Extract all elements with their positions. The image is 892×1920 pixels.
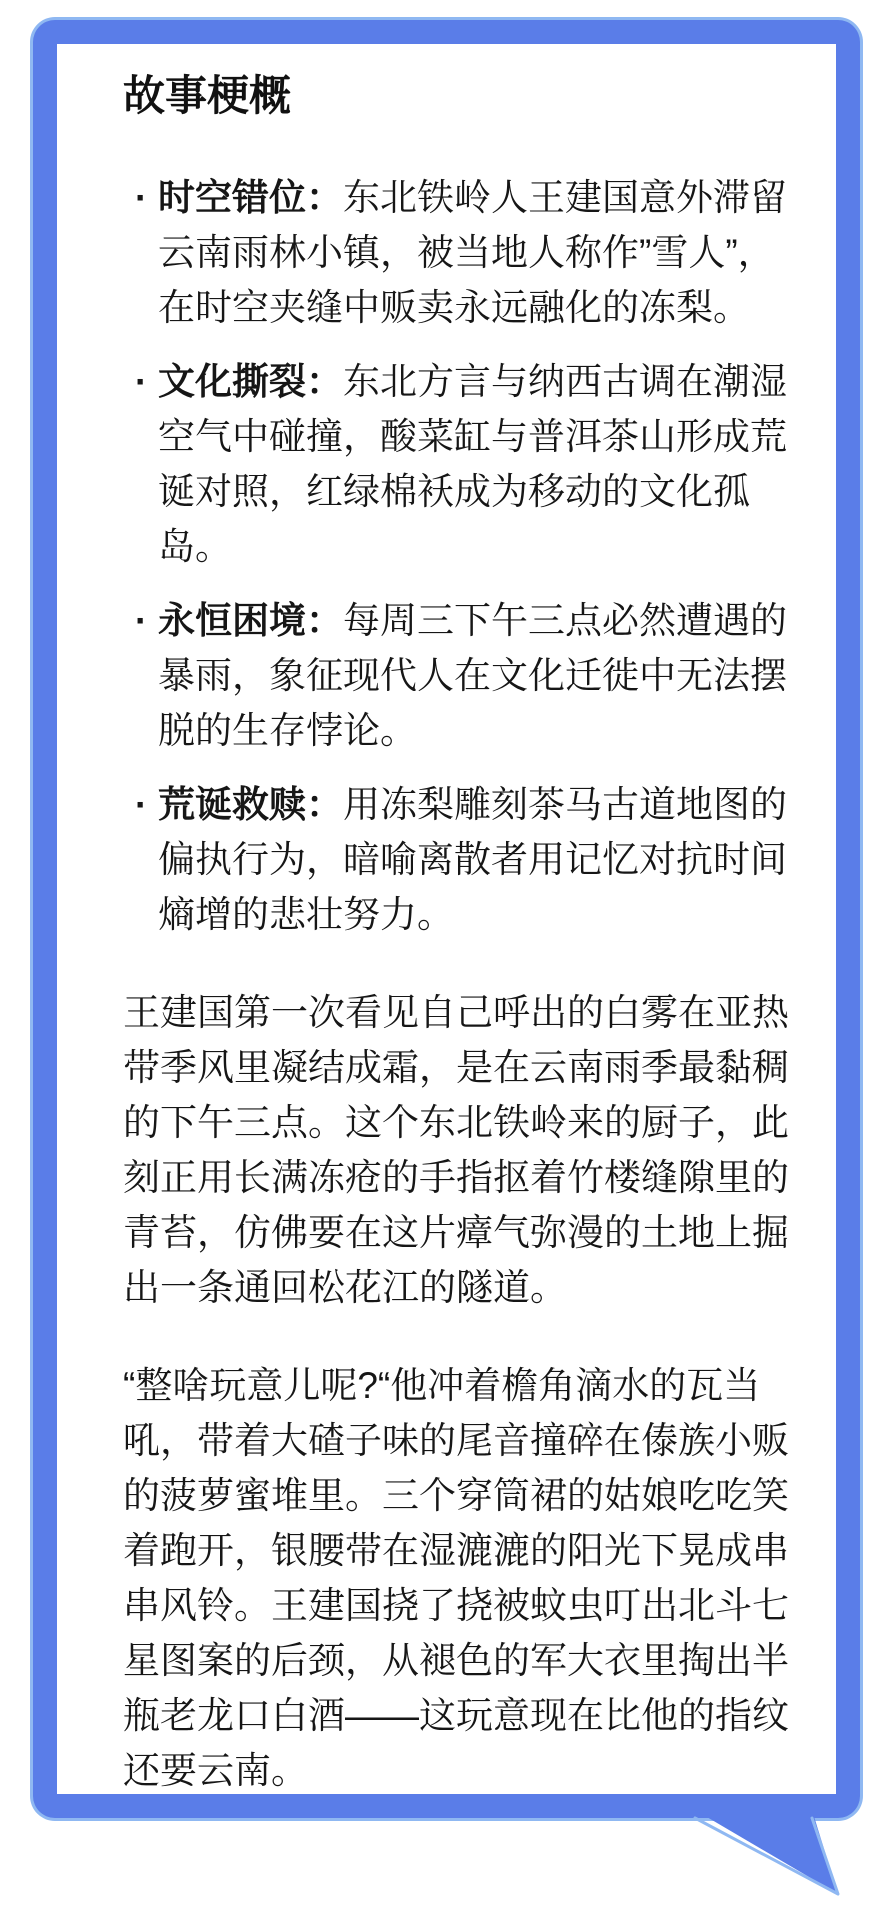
bullet-text: 用冻梨雕刻茶马古道地图的偏执行为，暗喻离散者用记忆对抗时间熵增的悲壮努力。	[158, 784, 787, 935]
bullet-dot: ·	[135, 784, 148, 825]
bullet-term: 文化撕裂：	[158, 361, 343, 402]
bullet-text: 东北铁岭人王建国意外滞留云南雨林小镇，被当地人称作”雪人”，在时空夹缝中贩卖永远融化的冻梨。	[158, 177, 787, 328]
bullet-term: 荒诞救赎：	[158, 784, 343, 825]
bullet-term: 永恒困境：	[158, 600, 343, 641]
bullet-list	[135, 170, 794, 942]
list-item	[135, 777, 794, 942]
bullet-dot: ·	[135, 600, 148, 641]
list-item	[135, 170, 794, 335]
bullet-dot: ·	[135, 177, 148, 218]
bubble-tail	[676, 1810, 860, 1902]
bullet-text: 东北方言与纳西古调在潮湿空气中碰撞，酸菜缸与普洱茶山形成荒诞对照，红绿棉袄成为移动的文化孤岛。	[158, 361, 787, 567]
chat-bubble	[33, 20, 860, 1818]
list-item	[135, 354, 794, 574]
bullet-term: 时空错位：	[158, 177, 343, 218]
page-title: 故事梗概	[123, 72, 292, 119]
list-item	[135, 593, 794, 758]
bubble-content	[57, 44, 836, 1794]
story-paragraph: “整啥玩意儿呢?“他冲着檐角滴水的瓦当吼，带着大碴子味的尾音撞碎在傣族小贩的菠萝蜜堆里。三个穿筒裙的姑娘吃吃笑着跑开，银腰带在湿漉漉的阳光下晃成串串风铃。王建国挠了挠被蚊虫叮出北斗七星图案的后颈，从褪色的军大衣里掏出半瓶老龙口白酒——这玩意现在比他的指纹还要云南。	[123, 1365, 789, 1791]
story-paragraph: 王建国第一次看见自己呼出的白雾在亚热带季风里凝结成霜，是在云南雨季最黏稠的下午三点。这个东北铁岭来的厨子，此刻正用长满冻疮的手指抠着竹楼缝隙里的青苔，仿佛要在这片瘴气弥漫的土地上掘出一条通回松花江的隧道。	[123, 992, 789, 1308]
bullet-text: 每周三下午三点必然遭遇的暴雨，象征现代人在文化迁徙中无法摆脱的生存悖论。	[158, 600, 787, 751]
bullet-dot: ·	[135, 361, 148, 402]
